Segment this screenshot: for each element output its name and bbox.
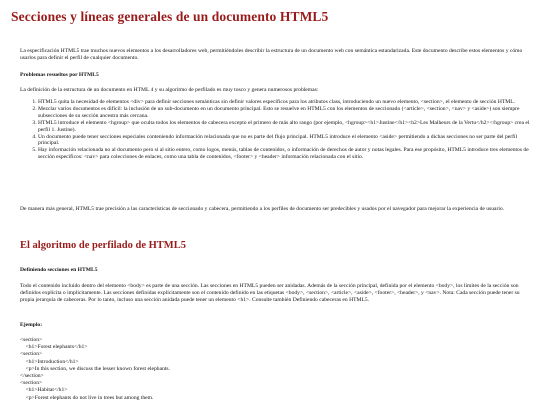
list-item: 2. Mezclar varios documentos es difícil: la inclusión de un sub-documento en un documento principal. Esto se resuelve en HTML5 con los elementos de seccionado (<article>, <section>, <nav> y <aside>) son siempre subsecciones de su sección ancestra más cercana.	[38, 106, 538, 120]
list-item: 3. HTML5 introduce el elemento <hgroup> que oculta todos los elementos de cabecera excepto el primero de más alto rango (por ejemplo, <hgroup><h1>Justine</h1><h2>Les Malheurs de la Vertu</h2></hgroup> crea el perfil 1. Justine).	[38, 120, 538, 134]
code-line: <h1>Forest elephants</h1>	[20, 344, 88, 351]
summary-paragraph: De manera más general, HTML5 trae precisión a las características de seccionado y cabecera, permitiendo a los perfiles de documento ser predecibles y usados por el navegador para mejorar la experiencia de usuario.	[20, 206, 505, 212]
problems-list	[20, 99, 538, 161]
intro-paragraph: La especificación HTML5 trae muchos nuevos elementos a los desarrolladores web, permitiéndoles describir la estructura de un documento web con semántica estandarizada. Este documento describe estos elementos y cómo usarlos para definir el perfil de cualquier documento.	[20, 48, 523, 62]
code-line: </section>	[20, 373, 44, 380]
defining-heading: Definiendo secciones en HTML5	[20, 267, 98, 273]
list-item: 1. HTML5 quita la necesidad de elementos <div> para definir secciones semánticas sin definir valores específicos para los atributos class, introduciendo un nuevo elemento, <section>, el elemento de sección HTML.	[38, 99, 538, 106]
code-example	[20, 337, 520, 402]
code-line: <section>	[20, 337, 43, 343]
code-line: <p>Forest elephants do not live in trees but among them.	[20, 394, 154, 401]
code-line: <section>	[20, 380, 43, 387]
list-item: 4. Un documento puede tener secciones especiales conteniendo información relacionada que no es parte del flujo principal. HTML5 introduce el elemento <aside> permitiendo a dichas secciones no ser parte del perfil principal.	[38, 134, 538, 148]
code-line: <p>In this section, we discuss the lesser known forest elephants.	[20, 365, 171, 372]
problems-intro: La definición de la estructura de un documento en HTML 4 y su algoritmo de perfilado es muy tosco y genera numerosos problemas:	[20, 87, 319, 93]
defining-paragraph: Todo el contenido incluido dentro del elemento <body> es parte de una sección. Las secciones en HTML5 pueden ser anidadas. Además de la sección principal, definida por el elemento <body>, los límites de la sección son definidos explícita o implícitamente. Las secciones definidas explícitamente son el contenido definido en las etiquetas <body>, <section>, <article>, <aside>, <footer>, <header>, y <nav>. Nota: Cada sección puede tener su propia jerarquía de cabeceras. Por lo tanto, incluso una sección anidada puede tener un elemento <h1>. Consulte también Definiendo cabeceras en HTML5.	[20, 283, 520, 304]
list-item: 5. Hay información relacionada no al documento pero si al sitio entero, como logos, menús, tablas de contenidos, o información de derechos de autor y notas legales. Para ese propósito, HTML5 introduce tres elementos de sección específicos: <nav> para colecciones de enlaces, como una tabla de contenidos, <footer> y <header> información relacionada con el sitio.	[38, 147, 538, 161]
code-line: <section>	[20, 351, 43, 358]
code-line: <h1>Introduction</h1>	[20, 358, 79, 365]
code-line: <h1>Habitat</h1>	[20, 387, 68, 394]
example-heading: Ejemplo:	[20, 322, 43, 328]
section-title: El algoritmo de perfilado de HTML5	[20, 240, 186, 251]
problems-heading: Problemas resueltos por HTML5	[20, 72, 99, 78]
page-title: Secciones y líneas generales de un documento HTML5	[11, 9, 329, 24]
